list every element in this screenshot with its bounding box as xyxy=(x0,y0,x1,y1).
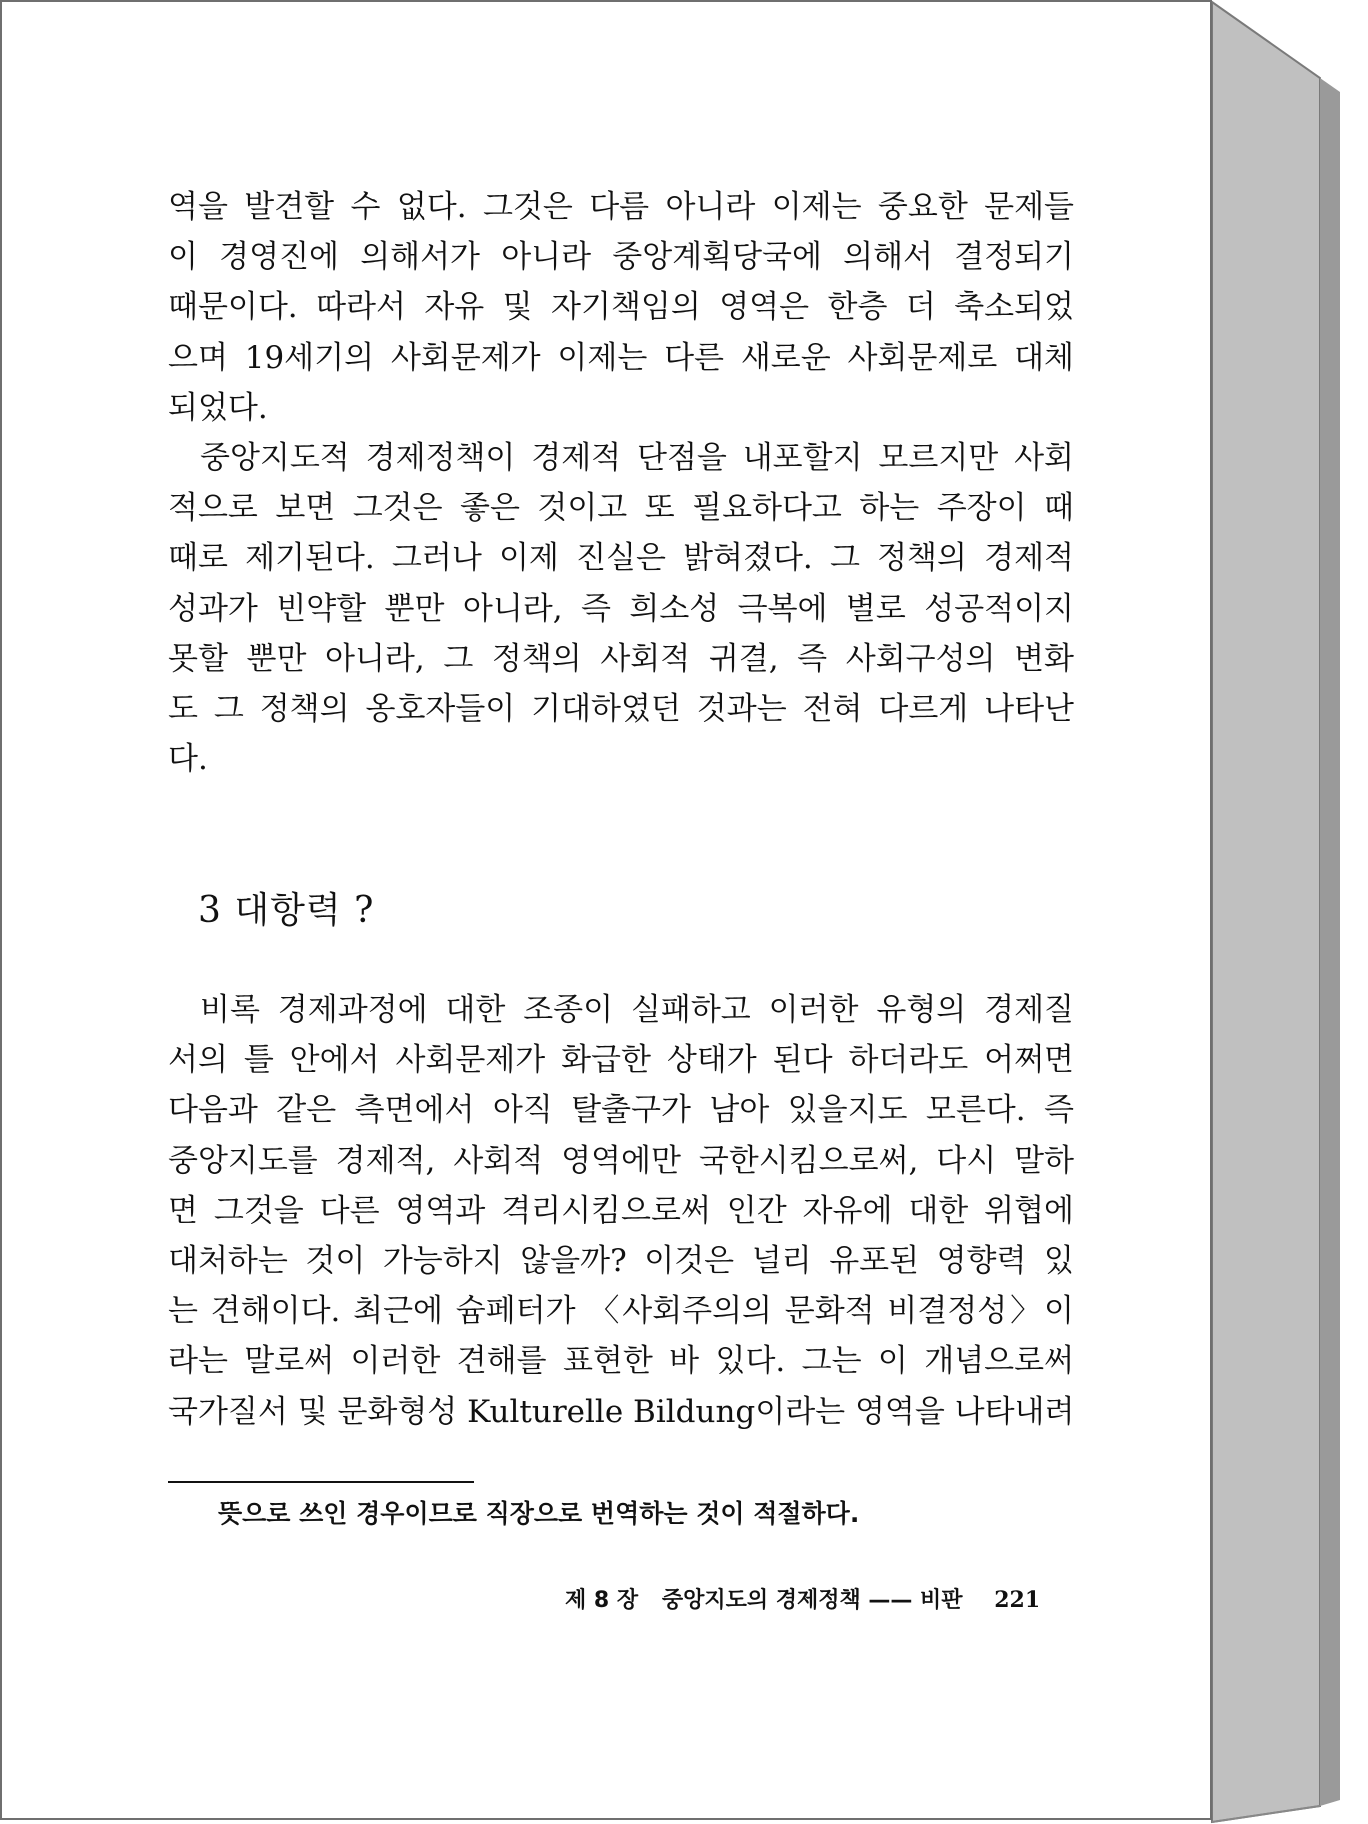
text-line: 라는 말로써 이러한 견해를 표현한 바 있다. 그는 이 개념으로써 xyxy=(168,1343,1074,1380)
text-line: 다. xyxy=(168,741,208,778)
text-line: 도 그 정책의 옹호자들이 기대하였던 것과는 전혀 다르게 나타난 xyxy=(168,690,1074,727)
footnote-divider xyxy=(168,1481,474,1483)
text-line: 중앙지도를 경제적, 사회적 영역에만 국한시킴으로써, 다시 말하 xyxy=(168,1142,1074,1179)
text-line: 이 경영진에 의해서가 아니라 중앙계획당국에 의해서 결정되기 xyxy=(168,239,1074,276)
section-heading: 3 대항력 ? xyxy=(198,890,375,931)
text-line: 다음과 같은 측면에서 아직 탈출구가 남아 있을지도 모른다. 즉 xyxy=(168,1092,1074,1129)
text-line: 면 그것을 다른 영역과 격리시킴으로써 인간 자유에 대한 위협에 xyxy=(168,1192,1074,1229)
text-line: 때로 제기된다. 그러나 이제 진실은 밝혀졌다. 그 정책의 경제적 xyxy=(168,540,1074,577)
chapter-title: 중앙지도의 경제정책 —— 비판 xyxy=(661,1588,963,1613)
text-line: 중앙지도적 경제정책이 경제적 단점을 내포할지 모르지만 사회 xyxy=(200,439,1074,476)
page-number: 221 xyxy=(994,1587,1041,1613)
text-line: 비록 경제과정에 대한 조종이 실패하고 이러한 유형의 경제질 xyxy=(200,992,1074,1028)
text-line: 대처하는 것이 가능하지 않을까? 이것은 널리 유포된 영향력 있 xyxy=(168,1242,1074,1279)
body-text-bottom xyxy=(168,985,1074,1437)
text-line: 적으로 보면 그것은 좋은 것이고 또 필요하다고 하는 주장이 때 xyxy=(168,490,1074,527)
footnote-text: 뜻으로 쓰인 경우이므로 직장으로 번역하는 것이 적절하다. xyxy=(218,1499,860,1528)
text-line: 서의 틀 안에서 사회문제가 화급한 상태가 된다 하더라도 어쩌면 xyxy=(168,1042,1074,1079)
text-line: 는 견해이다. 최근에 슘페터가 〈사회주의의 문화적 비결정성〉이 xyxy=(168,1293,1074,1330)
chapter-label: 제 8 장 xyxy=(565,1588,639,1613)
text-line: 되었다. xyxy=(168,389,268,426)
text-line: 국가질서 및 문화형성 Kulturelle Bildung이라는 영역을 나타내려 xyxy=(168,1393,1074,1430)
running-footer xyxy=(565,1582,1040,1619)
text-line: 역을 발견할 수 없다. 그것은 다름 아니라 이제는 중요한 문제들 xyxy=(168,189,1074,225)
body-text-top xyxy=(168,182,1074,784)
text-line: 못할 뿐만 아니라, 그 정책의 사회적 귀결, 즉 사회구성의 변화 xyxy=(168,640,1074,677)
text-line: 으며 19세기의 사회문제가 이제는 다른 새로운 사회문제로 대체 xyxy=(168,339,1074,376)
text-line: 성과가 빈약할 뿐만 아니라, 즉 희소성 극복에 별로 성공적이지 xyxy=(168,590,1074,627)
text-line: 때문이다. 따라서 자유 및 자기책임의 영역은 한층 더 축소되었 xyxy=(168,289,1074,326)
